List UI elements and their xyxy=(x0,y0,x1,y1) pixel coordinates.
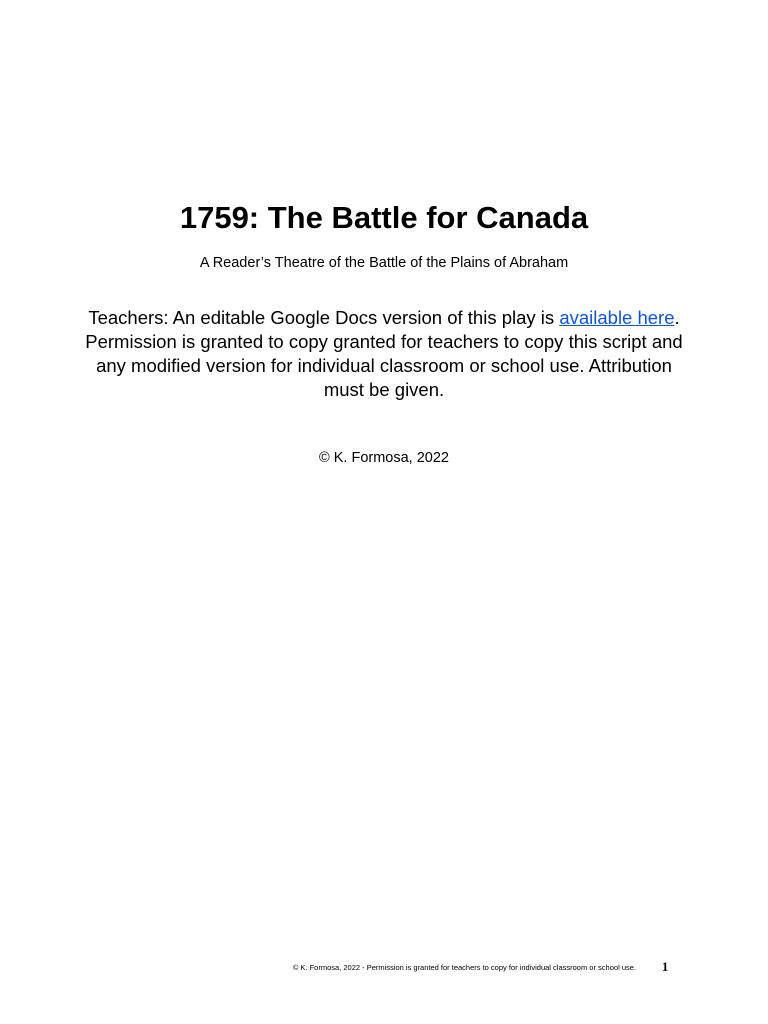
footer-permission-text: © K. Formosa, 2022 - Permission is granted for teachers to copy for individual classroom or school use. xyxy=(292,963,636,972)
available-here-link[interactable]: available here xyxy=(559,307,675,328)
page-number: 1 xyxy=(662,960,669,974)
notice-text-before-link: Teachers: An editable Google Docs version of this play is xyxy=(88,307,560,328)
document-subtitle: A Reader’s Theatre of the Battle of the Plains of Abraham xyxy=(199,255,569,271)
copyright-line: © K. Formosa, 2022 xyxy=(319,450,449,466)
notice-text-after-link: . Permission is granted to copy granted for teachers to copy this script and any modified version for individual classroom or school use. Attribution must be given. xyxy=(85,307,683,400)
teacher-notice xyxy=(80,306,688,402)
document-title: 1759: The Battle for Canada xyxy=(179,200,589,235)
